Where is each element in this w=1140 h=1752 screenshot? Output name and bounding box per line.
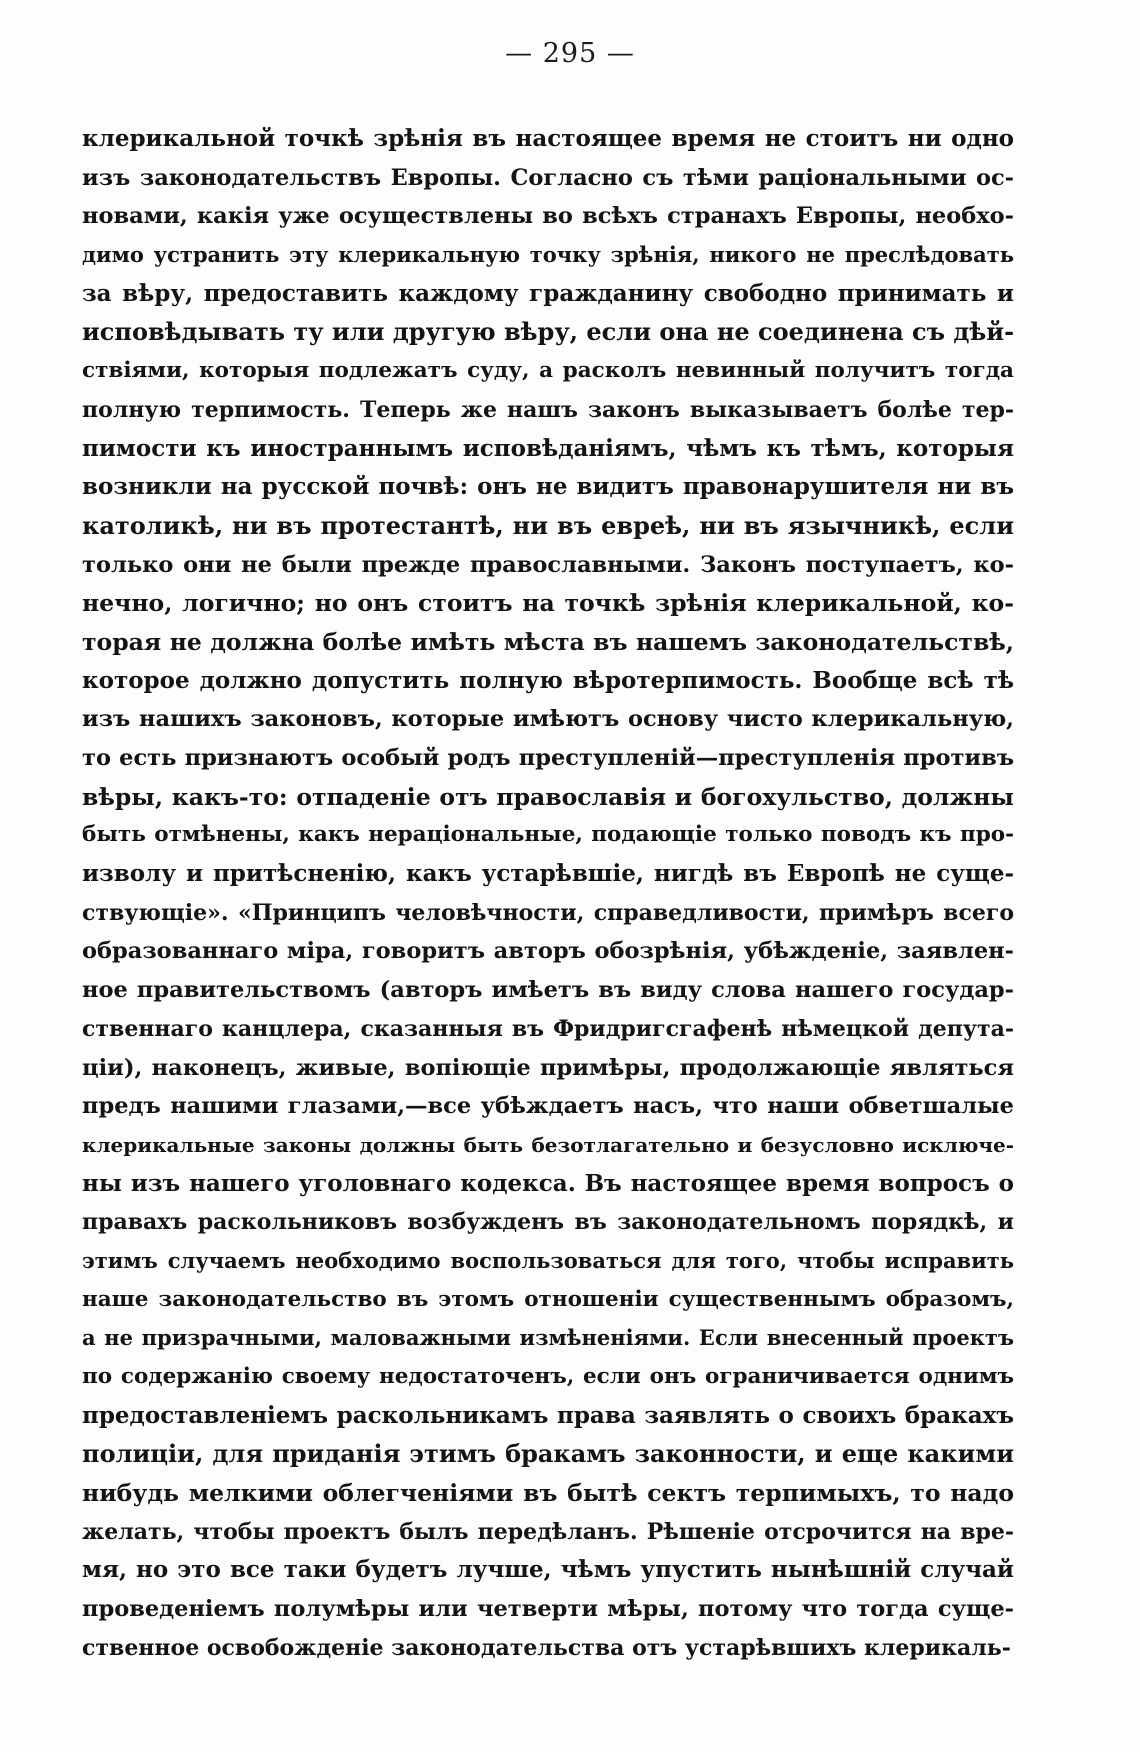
text-line: проведеніемъ полумѣры или четверти мѣры, потому что тогда суще- <box>82 1596 1014 1623</box>
text-line: этимъ случаемъ необходимо воспользоваться для того, чтобы исправить <box>82 1247 1014 1273</box>
text-line: то есть признаютъ особый родъ преступленій—преступленія противъ <box>82 745 1014 771</box>
text-line: вѣры, какъ-то: отпаденіе отъ православія и богохульство, должны <box>82 782 1014 811</box>
text-line: нечно, логично; но онъ стоитъ на точкѣ зрѣнія клерикальной, ко- <box>82 589 1014 618</box>
text-line: ственнаго канцлера, сказанныя въ Фридригсгафенѣ нѣмецкой депута- <box>82 1015 1014 1042</box>
text-line: ствіями, которыя подлежатъ суду, а расколъ невинный получитъ тогда <box>82 358 1014 384</box>
text-line: предоставленіемъ раскольникамъ права заявлять о своихъ бракахъ <box>82 1401 1014 1429</box>
text-line: клерикальные законы должны быть безотлагательно и безусловно исключе- <box>82 1132 1014 1157</box>
text-line: ственное освобожденіе законодательства отъ устарѣвшихъ клерикаль- <box>82 1634 1011 1661</box>
body-text <box>82 120 1014 1668</box>
text-line: ціи), наконецъ, живые, вопіющіе примѣры, продолжающіе являться <box>82 1054 1014 1081</box>
text-line: правахъ раскольниковъ возбужденъ въ законодательномъ порядкѣ, и <box>82 1209 1014 1236</box>
text-line: димо устранить эту клерикальную точку зрѣнія, никого не преслѣдовать <box>82 242 1014 268</box>
text-line: быть отмѣнены, какъ нераціональные, подающіе только поводъ къ про- <box>82 822 1014 848</box>
text-line: торая не должна болѣе имѣть мѣста въ нашемъ законодательствѣ, <box>82 627 1014 656</box>
text-line: ствующіе». «Принципъ человѣчности, справедливости, примѣръ всего <box>82 899 1014 926</box>
text-line: нибудь мелкими облегченіями въ бытѣ сектъ терпимыхъ, то надо <box>82 1479 1014 1508</box>
text-line: полную терпимость. Теперь же нашъ законъ выказываетъ болѣе тер- <box>82 396 1014 423</box>
text-line: ное правительствомъ (авторъ имѣетъ въ виду слова нашего государ- <box>82 977 1014 1004</box>
text-line: мя, но это все таки будетъ лучше, чѣмъ упустить нынѣшній случай <box>82 1556 1014 1584</box>
text-line: предъ нашими глазами,—все убѣждаетъ насъ, что наши обветшалые <box>82 1093 1014 1120</box>
text-line: которое должно допустить полную вѣротерпимость. Вообще всѣ тѣ <box>82 666 1014 694</box>
page-number: — 295 — <box>505 38 635 69</box>
text-line: наше законодательство въ этомъ отношеніи существеннымъ образомъ, <box>82 1286 1014 1312</box>
text-line: только они не были прежде православными. Законъ поступаетъ, ко- <box>82 551 1014 578</box>
text-line: новами, какія уже осуществлены во всѣхъ странахъ Европы, необхо- <box>82 203 1014 230</box>
text-line: по содержанію своему недостаточенъ, если онъ ограничивается однимъ <box>82 1364 1014 1389</box>
text-line: изволу и притѣсненію, какъ устарѣвшіе, нигдѣ въ Европѣ не суще- <box>82 860 1014 888</box>
text-line: католикѣ, ни въ протестантѣ, ни въ евреѣ, ни въ язычникѣ, если <box>82 510 1014 540</box>
text-line: пимости къ иностраннымъ исповѣданіямъ, чѣмъ къ тѣмъ, которыя <box>82 434 1014 462</box>
text-line: исповѣдывать ту или другую вѣру, если она не соединена съ дѣй- <box>82 317 1014 347</box>
text-line: желать, чтобы проектъ былъ передѣланъ. Рѣшеніе отсрочится на вре- <box>82 1518 1014 1545</box>
text-line: возникли на русской почвѣ: онъ не видитъ правонарушителя ни въ <box>82 473 1014 501</box>
text-line: изъ законодательствъ Европы. Согласно съ тѣми раціональными ос- <box>82 164 1014 191</box>
text-line: клерикальной точкѣ зрѣнія въ настоящее время не стоитъ ни одно <box>82 125 1014 152</box>
text-line: образованнаго міра, говоритъ авторъ обозрѣнія, убѣжденіе, заявлен- <box>82 938 1014 965</box>
text-line: а не призрачными, маловажными измѣненіями. Если внесенный проектъ <box>82 1325 1014 1351</box>
text-line: полиціи, для приданія этимъ бракамъ законности, и еще какими <box>82 1439 1014 1469</box>
text-line: за вѣру, предоставить каждому гражданину свободно принимать и <box>82 279 1014 307</box>
text-line: ны изъ нашего уголовнаго кодекса. Въ настоящее время вопросъ о <box>82 1169 1014 1197</box>
text-line: изъ нашихъ законовъ, которые имѣютъ основу чисто клерикальную, <box>82 706 1014 733</box>
